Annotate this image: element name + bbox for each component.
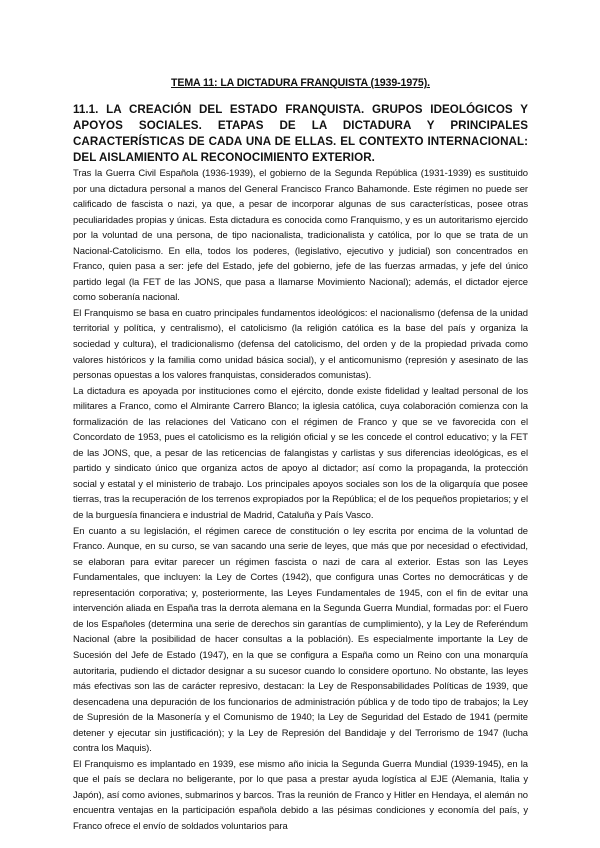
paragraph-ww2: El Franquismo es implantado en 1939, ese mismo año inicia la Segunda Guerra Mundial (1939-1945), en la que el país se declara no beligerante, por lo que pasa a prestar ayuda logística al EJE (Alemania, Italia y Japón), así como aviones, submarinos y barcos. Tras la reunión de Franco y Hitler en Hendaya, el alemán no encuentra ventajas en la participación española debido a las pésimas condiciones y economía del país, y Franco ofrece el envío de soldados voluntarios para bbox=[73, 758, 528, 832]
section-heading: 11.1. LA CREACIÓN DEL ESTADO FRANQUISTA. GRUPOS IDEOLÓGICOS Y APOYOS SOCIALES. ETAPAS DE LA DICTADURA Y PRINCIPALES CARACTERÍSTICAS DE CADA UNA DE ELLAS. EL CONTEXTO INTERNACIONAL: DEL AISLAMIENTO AL RECONOCIMIENTO EXTERIOR. bbox=[73, 103, 528, 164]
paragraph-legislation: En cuanto a su legislación, el régimen carece de constitución o ley escrita por encima de la voluntad de Franco. Aunque, en su curso, se van sacando una serie de leyes, que más que por necesidad o efectividad, se elaboran para evitar parecer un régimen fascista o nazi de cara al exterior. Estas son las Leyes Fundamentales, que incluyen: la Ley de Cortes (1942), que configura unas Cortes no democráticas y de representación corporativa; y, posteriormente, las Leyes Fundamentales de 1945, con el fin de evitar una intervención aliada en España tras la derrota alemana en la Segunda Guerra Mundial, formadas por: el Fuero de los Españoles (determina una serie de derechos sin garantías de cumplimiento), y la Ley de Referéndum Nacional (abre la posibilidad de hacer consultas a la población). Es especialmente importante la Ley de Sucesión del Jefe de Estado (1947), en la que se configura a España como un Reino con una monarquía autoritaria, pudiendo el dictador designar a su sucesor cuando lo considere oportuno. No obstante, las leyes más efectivas son las de carácter represivo, destacan: la Ley de Responsabilidades Políticas de 1939, que desencadena una depuración de los funcionarios de administración pública y de todo tipo de trabajos; la Ley de Supresión de la Masonería y el Comunismo de 1940; la Ley de Seguridad del Estado de 1941 (permite detener y ejecutar sin justificación); y la Ley de Represión del Bandidaje y del Terrorismo de 1947 (lucha contra los Maquis). bbox=[73, 525, 528, 755]
paragraph-intro: Tras la Guerra Civil Española (1936-1939), el gobierno de la Segunda República (1931-1939) es sustituido por una dictadura personal a manos del General Francisco Franco Bahamonde. Este régimen no puede ser calificado de fascista o nazi, ya que, a pesar de incorporar algunas de sus características, posee otras peculiaridades propias y únicas. Esta dictadura es conocida como Franquismo, y es un autoritarismo ejercido por la voluntad de una persona, de tipo nacionalista, tradicionalista y católica, por lo que se trata de un Nacional-Catolicismo. En ella, todos los poderes, (legislativo, ejecutivo y judicial) son concentrados en Franco, quien pasa a ser: jefe del Estado, jefe del gobierno, jefe de las fuerzas armadas, y jefe del único partido legal (la FET de las JONS, que pasa a llamarse Movimiento Nacional); además, el dictador ejerce como soberanía nacional. bbox=[73, 168, 528, 304]
document-page bbox=[73, 76, 528, 835]
paragraph-support: La dictadura es apoyada por instituciones como el ejército, donde existe fidelidad y lealtad personal de los militares a Franco, como el Almirante Carrero Blanco; la iglesia católica, cuya colaboración comienza con la formalización de las relaciones del Vaticano con el régimen de Franco y que se ve favorecida con el Concordato de 1953, pues el catolicismo es la religión oficial y se les concede el control educativo; y la FET de las JONS, que, a pesar de las reticencias de falangistas y carlistas y sus diferencias ideológicas, es el partido y sindicato único que organiza actos de apoyo al dictador; así como la propaganda, la protección social y estatal y el ministerio de trabajo. Los principales apoyos sociales son los de la oligarquía que posee tierras, tras la recuperación de los terrenos expropiados por la República; el de los pequeños propietarios; y el de la burguesía financiera e industrial de Madrid, Cataluña y País Vasco. bbox=[73, 385, 528, 522]
paragraph-ideology: El Franquismo se basa en cuatro principales fundamentos ideológicos: el nacionalismo (defensa de la unidad territorial y política, y centralismo), el catolicismo (la religión católica es la base del país y organiza la sociedad y cultura), el tradicionalismo (defensa del catolicismo, del orden y de la propiedad privada como valores históricos y la familia como unidad básica social), y el anticomunismo (represión y asesinato de las personas opuestas a los valores franquistas, considerados comunistas). bbox=[73, 307, 528, 382]
document-title: TEMA 11: LA DICTADURA FRANQUISTA (1939-1975). bbox=[170, 77, 430, 89]
